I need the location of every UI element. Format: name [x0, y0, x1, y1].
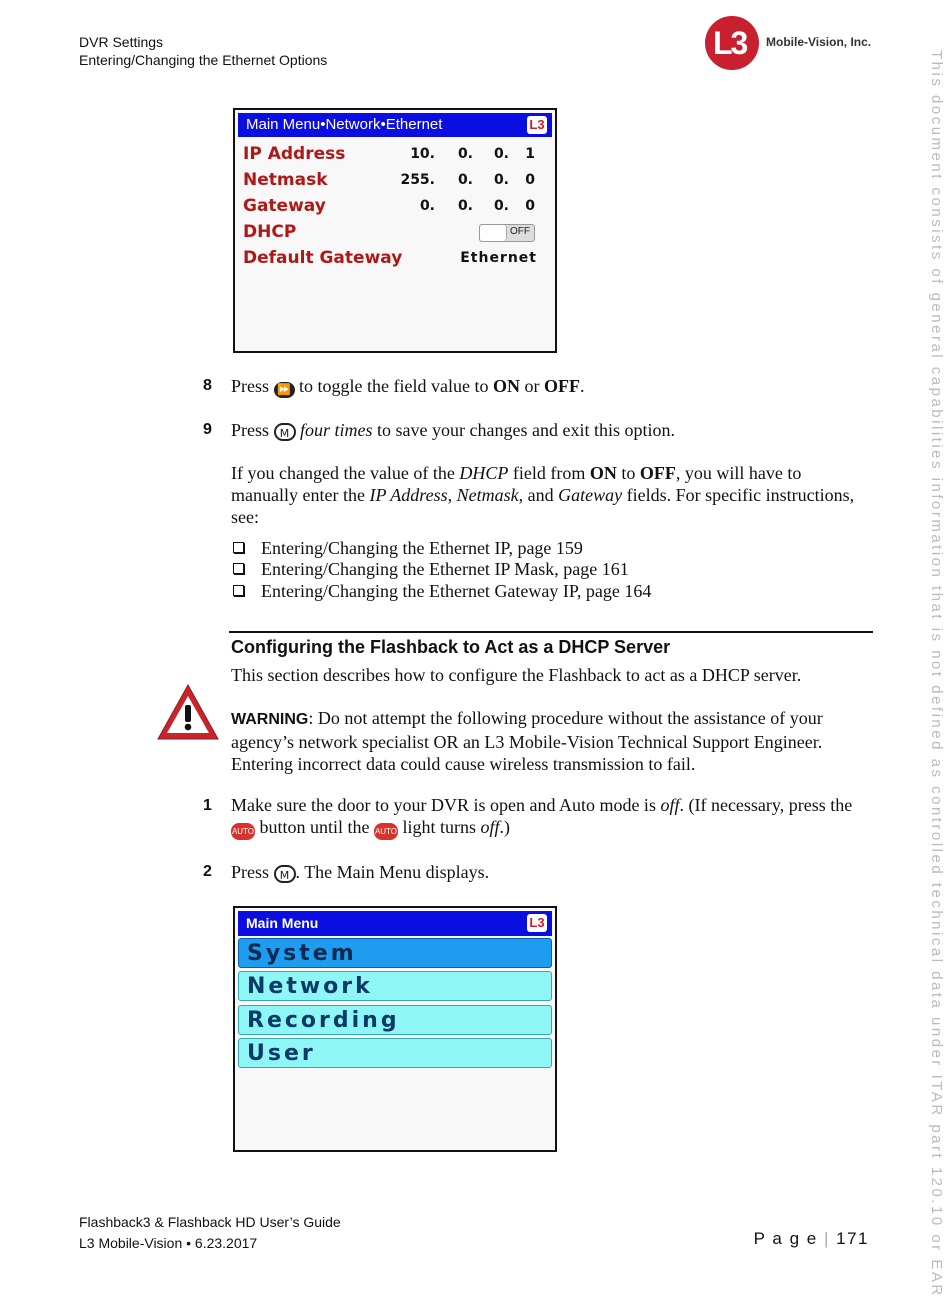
- screen-title-bar: [238, 911, 552, 936]
- off-keyword: OFF: [639, 463, 676, 483]
- step-1-text: [231, 794, 871, 840]
- dhcp-toggle: [479, 224, 535, 242]
- menu-item-network: Network: [238, 971, 552, 1001]
- menu-item-recording: Recording: [238, 1005, 552, 1035]
- cross-reference-link[interactable]: Entering/Changing the Ethernet IP, page 159: [261, 538, 583, 558]
- auto-light-icon: AUTO: [374, 823, 398, 840]
- step-number: 2: [203, 863, 212, 880]
- header-section: DVR Settings: [79, 34, 164, 50]
- on-keyword: ON: [492, 376, 520, 396]
- ethernet-screenshot: [233, 108, 557, 353]
- warning-label: WARNING: [231, 711, 309, 728]
- step-text: light turns: [402, 817, 477, 837]
- step-number: 8: [203, 377, 212, 394]
- page-separator: |: [823, 1229, 830, 1248]
- page-number-block: [754, 1229, 869, 1249]
- default-gateway-label: Default Gateway: [243, 248, 403, 268]
- paragraph-text: to: [621, 463, 636, 483]
- off-keyword: OFF: [543, 376, 580, 396]
- emphasis-text: four times: [300, 420, 373, 440]
- page-number: 171: [836, 1229, 869, 1248]
- section-intro: This section describes how to configure the Flashback to act as a DHCP server.: [231, 665, 802, 685]
- ip-octet-3: 0.: [493, 146, 509, 162]
- step-text: Press: [231, 376, 270, 396]
- default-gateway-value: Ethernet: [460, 250, 537, 266]
- step-text: to toggle the field value to: [299, 376, 489, 396]
- auto-button-icon: AUTO: [231, 823, 255, 840]
- section-divider: [229, 631, 873, 633]
- step-text: . (If necessary, press the: [679, 795, 853, 815]
- side-disclaimer-text: This document consists of general capabilities information that is not defined as controlled technical data under ITAR part 120.10 or EAR: [928, 50, 945, 1298]
- paragraph-text: , you will have to manually enter the: [231, 463, 802, 505]
- step-text: or: [524, 376, 540, 396]
- running-header: [79, 33, 327, 69]
- netmask-label: Netmask: [243, 170, 328, 190]
- on-keyword: ON: [589, 463, 617, 483]
- paragraph-text: ,: [447, 485, 453, 505]
- side-disclaimer: [921, 50, 945, 1298]
- screen-title-bar: [238, 113, 552, 137]
- dhcp-note-paragraph: [231, 462, 871, 528]
- step-9-text: [231, 419, 871, 441]
- warning-text: : Do not attempt the following procedure without the assistance of your agency’s network specialist OR an L3 Mobile-Vision Technical Support Engineer. Entering incorrect data could cause wireless transmission to fail.: [231, 708, 823, 774]
- l3-badge-icon: L3: [527, 116, 547, 134]
- netmask-octet-4: 0: [525, 172, 535, 188]
- ip-octet-2: 0.: [457, 146, 473, 162]
- step-text: Press: [231, 420, 270, 440]
- gateway-octet-1: 0.: [419, 198, 435, 214]
- cross-reference-link[interactable]: Entering/Changing the Ethernet Gateway IP, page 164: [261, 581, 652, 601]
- m-button-icon: M: [274, 423, 296, 441]
- gateway-label: Gateway: [243, 196, 326, 216]
- emphasis-text: off: [660, 795, 680, 815]
- section-heading: Configuring the Flashback to Act as a DHCP Server: [231, 637, 671, 657]
- paragraph-text: fields. For specific instructions, see:: [231, 485, 855, 527]
- step-text: Make sure the door to your DVR is open and Auto mode is: [231, 795, 656, 815]
- step-text: .): [499, 817, 511, 837]
- toggle-state: OFF: [510, 226, 530, 237]
- header-subsection: Entering/Changing the Ethernet Options: [79, 52, 328, 68]
- warning-icon: [156, 683, 220, 741]
- ip-address-label: IP Address: [243, 144, 346, 164]
- footer-guide-title: Flashback3 & Flashback HD User’s Guide: [79, 1214, 341, 1230]
- dhcp-row: [243, 222, 537, 246]
- fast-forward-icon: ⏩: [274, 382, 295, 398]
- menu-item-system: System: [238, 938, 552, 968]
- gateway-octet-2: 0.: [457, 198, 473, 214]
- ip-octet-4: 1: [525, 146, 535, 162]
- step-8-text: [231, 375, 871, 398]
- paragraph-text: field from: [512, 463, 586, 483]
- field-name: DHCP: [459, 463, 509, 483]
- gateway-octet-4: 0: [525, 198, 535, 214]
- step-number: 9: [203, 421, 212, 438]
- field-name: Gateway: [558, 485, 623, 505]
- cross-reference-link[interactable]: Entering/Changing the Ethernet IP Mask, page 161: [261, 559, 629, 579]
- step-text: . The Main Menu displays.: [295, 862, 490, 882]
- warning-paragraph: [231, 707, 861, 775]
- ip-address-row: [243, 144, 537, 168]
- dhcp-label: DHCP: [243, 222, 297, 242]
- step-text: .: [579, 376, 585, 396]
- bullet-box-icon: [233, 563, 244, 574]
- company-logo: [705, 16, 875, 70]
- field-name: IP Address: [369, 485, 448, 505]
- netmask-octet-2: 0.: [457, 172, 473, 188]
- screen-title: Main Menu: [246, 915, 319, 931]
- screen-title: Main Menu•Network•Ethernet: [246, 116, 443, 133]
- step-text: button until the: [259, 817, 370, 837]
- paragraph-text: , and: [518, 485, 554, 505]
- netmask-row: [243, 170, 537, 194]
- bullet-box-icon: [233, 585, 244, 596]
- bullet-box-icon: [233, 542, 244, 553]
- emphasis-text: off: [480, 817, 500, 837]
- footer-publisher-date: L3 Mobile-Vision • 6.23.2017: [79, 1235, 258, 1251]
- gateway-row: [243, 196, 537, 220]
- step-text: to save your changes and exit this option.: [377, 420, 675, 440]
- field-name: Netmask: [456, 485, 519, 505]
- m-button-icon: M: [274, 865, 296, 883]
- logo-company-name: Mobile-Vision, Inc.: [766, 35, 872, 49]
- step-text: Press: [231, 862, 270, 882]
- default-gateway-row: [243, 248, 537, 272]
- menu-item-user: User: [238, 1038, 552, 1068]
- netmask-octet-3: 0.: [493, 172, 509, 188]
- step-2-text: [231, 861, 871, 883]
- netmask-octet-1: 255.: [400, 172, 435, 188]
- step-number: 1: [203, 797, 212, 814]
- l3-badge-icon: L3: [527, 914, 547, 932]
- main-menu-screenshot: [233, 906, 557, 1152]
- toggle-knob: [480, 225, 507, 241]
- gateway-octet-3: 0.: [493, 198, 509, 214]
- logo-mark: L3: [713, 25, 747, 61]
- running-footer: [79, 1212, 341, 1254]
- ip-octet-1: 10.: [410, 146, 435, 162]
- page-word: P a g e: [753, 1229, 818, 1248]
- paragraph-text: If you changed the value of the: [231, 463, 455, 483]
